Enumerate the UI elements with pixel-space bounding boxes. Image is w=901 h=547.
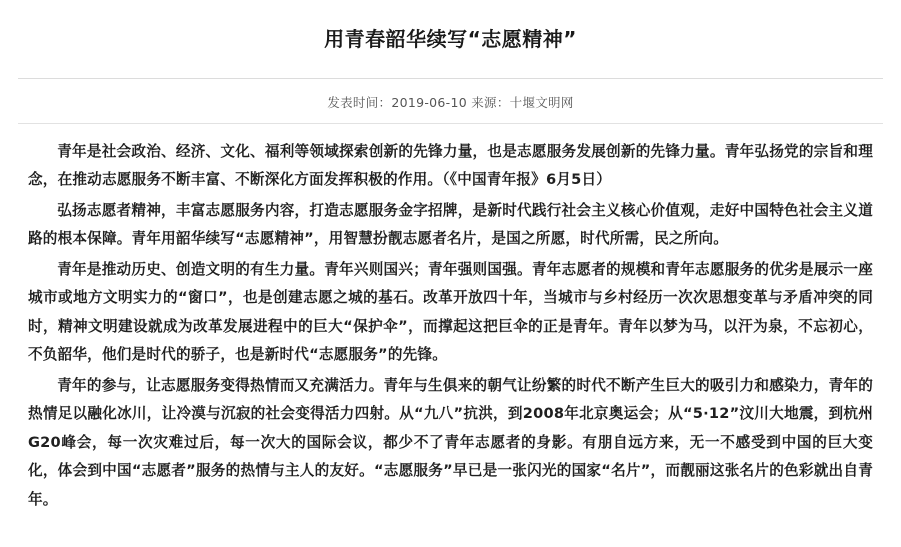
paragraph: 青年的参与，让志愿服务变得热情而又充满活力。青年与生俱来的朝气让纷繁的时代不断产生巨大的吸引力和感染力，青年的热情足以融化冰川，让冷漠与沉寂的社会变得活力四射。从“九八”抗洪，到2008年北京奥运会；从“5·12”汶川大地震，到杭州G20峰会，每一次灾难过后，每一次大的国际会议，都少不了青年志愿者的身影。有朋自远方来，无一不感受到中国的巨大变化，体会到中国“志愿者”服务的热情与主人的友好。“志愿服务”早已是一张闪光的国家“名片”，而靓丽这张名片的色彩就出自青年。 <box>28 376 873 508</box>
paragraph: 青年是推动历史、创造文明的有生力量。青年兴则国兴；青年强则国强。青年志愿者的规模和青年志愿服务的优劣是展示一座城市或地方文明实力的“窗口”，也是创建志愿之城的基石。改革开放四十年，当城市与乡村经历一次次思想变革与矛盾冲突的同时，精神文明建设就成为改革发展进程中的巨大“保护伞”，而撑起这把巨伞的正是青年。青年以梦为马，以汗为泉，不忘初心，不负韶华，他们是时代的骄子，也是新时代“志愿服务”的先锋。 <box>28 260 873 364</box>
article-page <box>0 13 901 547</box>
article-meta: 发表时间：2019-06-10 来源：十堰文明网 <box>327 94 574 110</box>
article-body <box>0 124 901 515</box>
page-title: 用青春韶华续写“志愿精神” <box>324 27 577 52</box>
paragraph: 弘扬志愿者精神，丰富志愿服务内容，打造志愿服务金字招牌，是新时代践行社会主义核心价值观，走好中国特色社会主义道路的根本保障。青年用韶华续写“志愿精神”，用智慧扮靓志愿者名片，是国之所愿，时代所需，民之所向。 <box>28 201 873 248</box>
paragraph: 青年是社会政治、经济、文化、福利等领域探索创新的先锋力量，也是志愿服务发展创新的先锋力量。青年弘扬党的宗旨和理念，在推动志愿服务不断丰富、不断深化方面发挥积极的作用。（《中国青年报》6月5日） <box>28 142 873 189</box>
